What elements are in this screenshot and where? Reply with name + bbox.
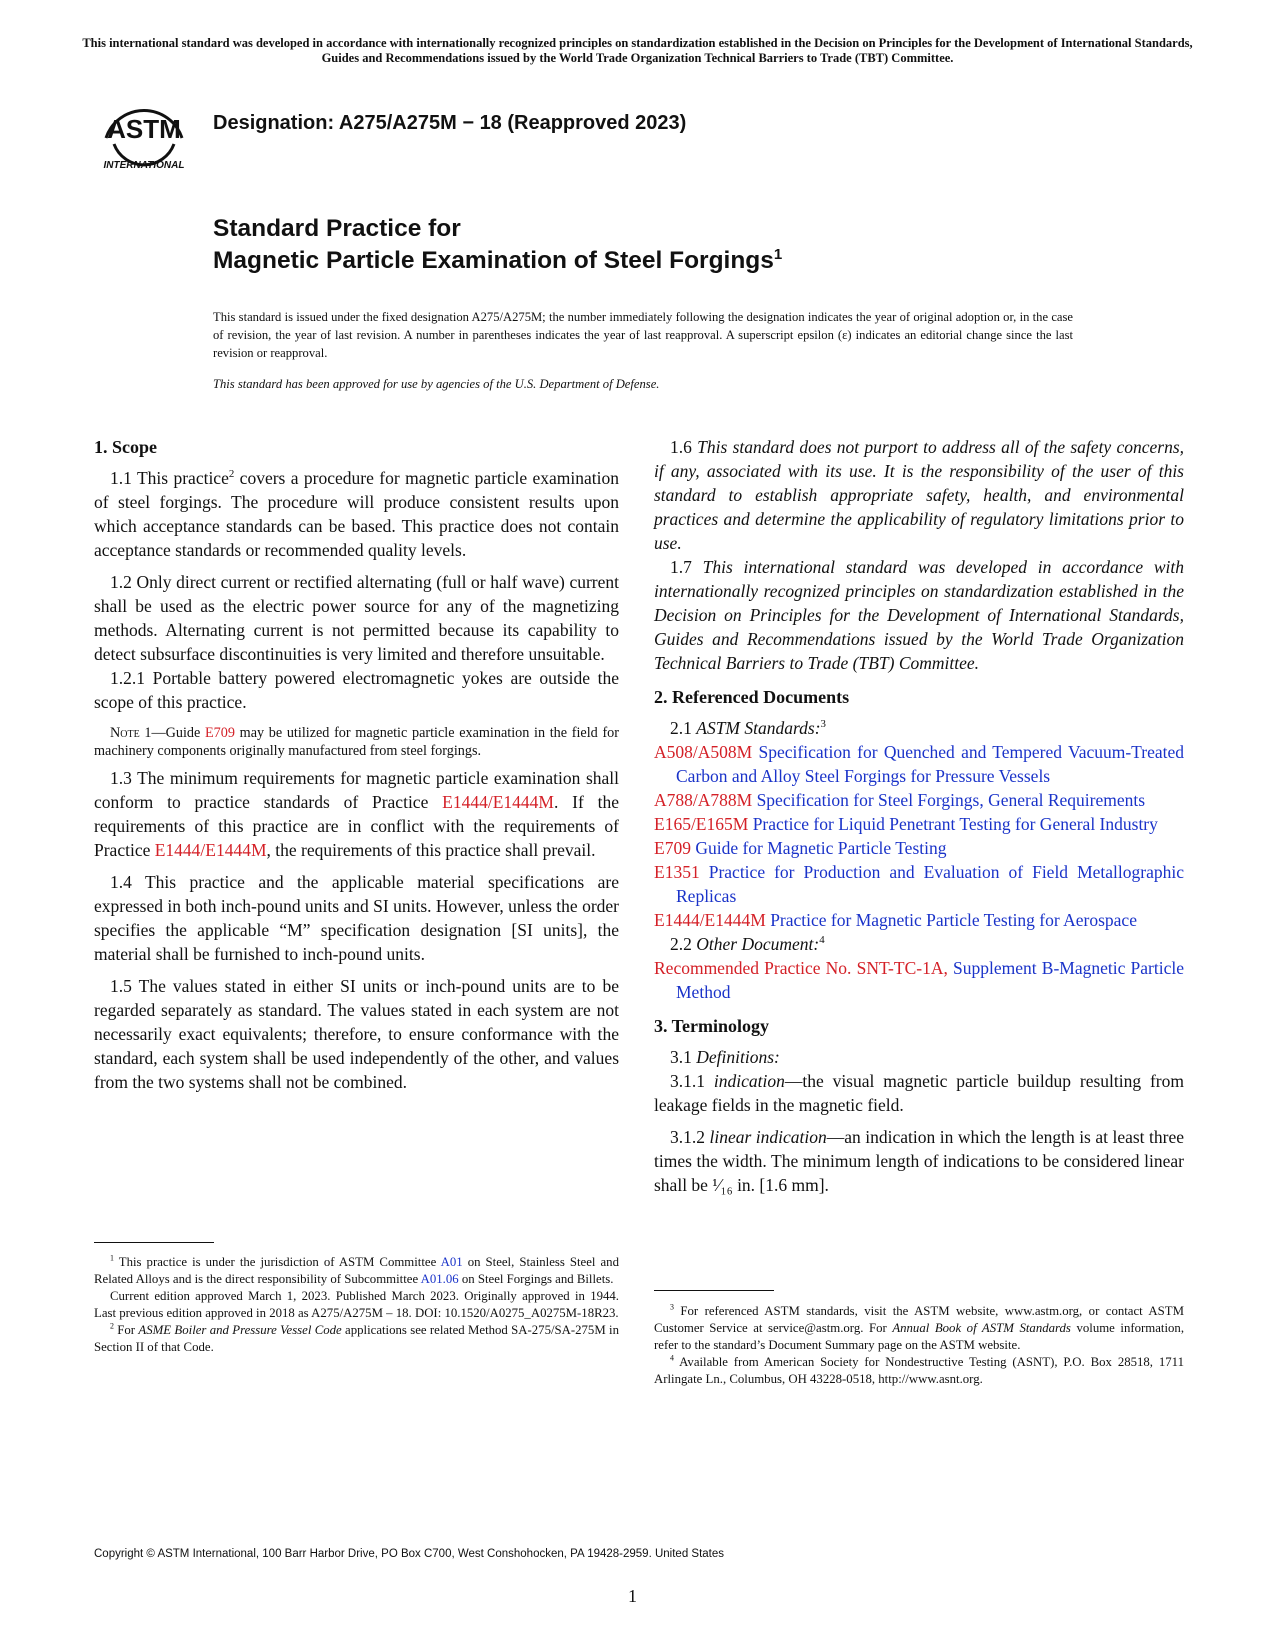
- reference-item[interactable]: E1351 Practice for Production and Evaluation of Field Metallographic Replicas: [654, 862, 1184, 906]
- logo-text: ASTM: [107, 114, 181, 144]
- paragraph-1-3: 1.3 The minimum requirements for magnetic particle examination shall conform to practice standards of Practice E1444/E1444M. If the requirements of this practice are in conflict with the requirements of Practice E1444/E1444M, the requirements of this practice shall prevail.: [94, 768, 619, 860]
- footnote-ref-2[interactable]: 2: [228, 468, 235, 481]
- paragraph-1-1: 1.1 This practice$^2$ covers a procedure for magnetic particle examination of steel forgings. The procedure will produce consistent results upon which acceptance standards can be based. This practice does not contain acceptance standards or recommended quality levels.: [94, 468, 619, 560]
- footnotes-right: [654, 1303, 1184, 1388]
- footnote-divider-left: [94, 1242, 214, 1243]
- title-line-1: Standard Practice for: [213, 215, 461, 242]
- link-subcommittee-a01-06[interactable]: A01.06: [420, 1272, 459, 1286]
- footnote-ref-4[interactable]: 4: [819, 934, 825, 947]
- title-footnote-ref[interactable]: 1: [773, 245, 783, 263]
- footnote-divider-right: [654, 1290, 774, 1291]
- link-e1444[interactable]: E1444/E1444M: [154, 840, 267, 860]
- document-title: [213, 213, 782, 277]
- astm-logo: [94, 86, 194, 176]
- definition-linear-indication: 3.1.2 linear indication—an indication in which the length is at least three times the width. The minimum length of indications to be considered linear shall be ¹⁄₁₆ in. [1.6 mm].: [654, 1127, 1184, 1195]
- header-notice: This international standard was developed in accordance with internationally recognized principles on standardization established in the Decision on Principles for the Development of International Standards, Guides and Recommendations issued by the World Trade Organization Technical Barriers to Trade (TBT) Committee.: [82, 36, 1193, 65]
- issue-statement: This standard is issued under the fixed designation A275/A275M; the number immediately following the designation indicates the year of original adoption or, in the case of revision, the year of last revision. A number in parentheses indicates the year of last reapproval. A superscript epsilon (ε) indicates an editorial change since the last revision or reapproval.: [213, 310, 1073, 360]
- subsection-astm-standards: 2.1 ASTM Standards:$^3$: [670, 718, 826, 738]
- reference-item[interactable]: A508/A508M Specification for Quenched and Tempered Vacuum-Treated Carbon and Alloy Steel Forgings for Pressure Vessels: [654, 742, 1184, 786]
- footnote-ref-3[interactable]: 3: [820, 718, 826, 731]
- paragraph-1-2: 1.2 Only direct current or rectified alternating (full or half wave) current shall be used as the electric power source for any of the magnetizing methods. Alternating current is not permitted because its capability to detect subsurface discontinuities is very limited and therefore unsuitable.: [94, 572, 619, 664]
- section-heading-referenced-documents: 2. Referenced Documents: [654, 687, 850, 707]
- section-heading-scope: 1. Scope: [94, 437, 157, 457]
- page-number: 1: [628, 1586, 637, 1606]
- subsection-definitions: 3.1 Definitions:: [670, 1047, 780, 1067]
- link-e1444[interactable]: E1444/E1444M: [442, 792, 554, 812]
- title-line-2: Magnetic Particle Examination of Steel Forgings$^1$: [213, 245, 783, 274]
- referenced-standards-list: [654, 740, 1184, 932]
- footnotes-left: [94, 1254, 619, 1356]
- paragraph-1-6: 1.6 This standard does not purport to address all of the safety concerns, if any, associated with its use. It is the responsibility of the user of this standard to establish appropriate safety, health, and environmental practices and determine the applicability of regulatory limitations prior to use.: [654, 437, 1185, 553]
- copyright-line: Copyright © ASTM International, 100 Barr Harbor Drive, PO Box C700, West Conshohocken, PA 19428-2959. United States: [94, 1548, 725, 1560]
- reference-item[interactable]: E165/E165M Practice for Liquid Penetrant Testing for General Industry: [654, 814, 1158, 834]
- note-1: Note 1—Guide E709 may be utilized for magnetic particle examination in the field for machinery components originally manufactured from steel forgings.: [94, 725, 619, 759]
- reference-item[interactable]: E1444/E1444M Practice for Magnetic Particle Testing for Aerospace: [654, 910, 1137, 930]
- designation: Designation: A275/A275M − 18 (Reapproved 2023): [213, 112, 687, 134]
- footnote-4: $^4$ Available from American Society for Nondestructive Testing (ASNT), P.O. Box 28518, 1711 Arlingate Ln., Columbus, OH 43228-0518, http://www.asnt.org.: [654, 1353, 1184, 1386]
- paragraph-1-4: 1.4 This practice and the applicable material specifications are expressed in both inch-pound units and SI units. However, unless the order specifies the applicable “M” specification designation [SI units], the material shall be furnished to inch-pound units.: [94, 872, 619, 964]
- link-e709[interactable]: E709: [205, 725, 235, 741]
- footnote-1-edition: Current edition approved March 1, 2023. Published March 2023. Originally approved in 1944. Last previous edition approved in 2018 as A275/A275M – 18. DOI: 10.1520/A0275_A0275M-18R23.: [94, 1289, 619, 1320]
- reference-item[interactable]: A788/A788M Specification for Steel Forgings, General Requirements: [654, 790, 1146, 810]
- left-column: [94, 435, 619, 1094]
- astm-logo-icon: [94, 86, 194, 176]
- subsection-other-document: 2.2 Other Document:$^4$: [670, 934, 825, 954]
- approval-statement: This standard has been approved for use by agencies of the U.S. Department of Defense.: [213, 377, 660, 391]
- paragraph-1-7: 1.7 This international standard was developed in accordance with internationally recognized principles on standardization established in the Decision on Principles for the Development of International Standards, Guides and Recommendations issued by the World Trade Organization Technical Barriers to Trade (TBT) Committee.: [654, 557, 1185, 673]
- paragraph-1-5: 1.5 The values stated in either SI units or inch-pound units are to be regarded separately as standard. The values stated in each system are not necessarily exact equivalents; therefore, to ensure conformance with the standard, each system shall be used independently of the other, and values from the two systems shall not be combined.: [94, 976, 619, 1092]
- link-committee-a01[interactable]: A01: [440, 1255, 463, 1269]
- paragraph-1-2-1: 1.2.1 Portable battery powered electromagnetic yokes are outside the scope of this practice.: [94, 668, 619, 712]
- reference-item[interactable]: E709 Guide for Magnetic Particle Testing: [654, 838, 947, 858]
- definition-indication: 3.1.1 indication—the visual magnetic particle buildup resulting from leakage fields in the magnetic field.: [654, 1071, 1184, 1115]
- right-column: [654, 435, 1184, 1197]
- logo-subtext: INTERNATIONAL: [103, 160, 185, 171]
- footnote-3: $^3$ For referenced ASTM standards, visit the ASTM website, www.astm.org, or contact ASTM Customer Service at service@astm.org. For Annual Book of ASTM Standards volume information, refer to the standard’s Document Summary page on the ASTM website.: [654, 1302, 1185, 1352]
- section-heading-terminology: 3. Terminology: [654, 1016, 770, 1036]
- reference-item-snt-tc-1a[interactable]: Recommended Practice No. SNT-TC-1A, Supplement B-Magnetic Particle Method: [654, 958, 1184, 1002]
- footnote-1: $^1$ This practice is under the jurisdiction of ASTM Committee A01 on Steel, Stainless Steel and Related Alloys and is the direct responsibility of Subcommittee A01.06 on Steel Forgings and Billets.: [94, 1253, 619, 1286]
- footnote-2: $^2$ For ASME Boiler and Pressure Vessel Code applications see related Method SA-275/SA-275M in Section II of that Code.: [94, 1321, 619, 1354]
